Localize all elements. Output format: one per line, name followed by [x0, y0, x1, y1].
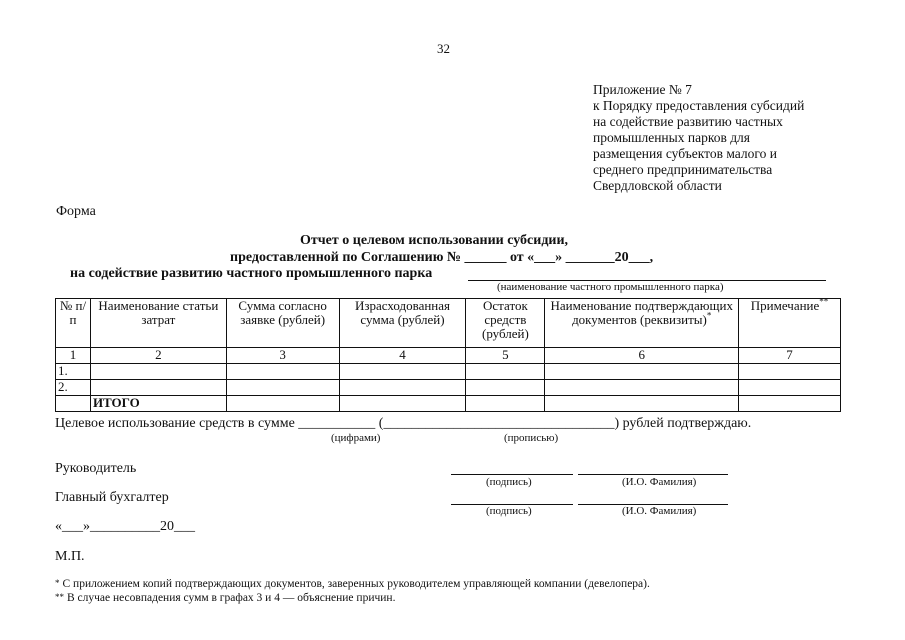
- table-cell[interactable]: [739, 380, 841, 396]
- row-number: 2.: [56, 380, 91, 396]
- footnote-text: С приложением копий подтверждающих документов, заверенных руководителем управляющей компании (девелопера).: [62, 578, 650, 590]
- head-signature-field[interactable]: [451, 474, 573, 475]
- table-cell[interactable]: [339, 396, 466, 412]
- table-cell[interactable]: [466, 396, 545, 412]
- column-number: 6: [545, 348, 739, 364]
- table-cell[interactable]: [545, 380, 739, 396]
- table-cell[interactable]: [466, 380, 545, 396]
- header-text: Примечание: [750, 298, 820, 313]
- header-cell: Сумма согласно заявке (рублей): [226, 299, 339, 348]
- column-number: 2: [90, 348, 226, 364]
- table-cell[interactable]: [90, 364, 226, 380]
- form-label: Форма: [56, 204, 96, 219]
- table-cell[interactable]: [226, 396, 339, 412]
- table-cell[interactable]: [739, 364, 841, 380]
- header-cell: [545, 299, 739, 348]
- head-name-field[interactable]: [578, 474, 728, 475]
- header-text: Наименование подтверждающих документов (реквизиты): [550, 298, 733, 327]
- confirmation-text: Целевое использование средств в сумме ___________ (_________________________________) рублей подтверждаю.: [55, 416, 752, 431]
- appendix-line: среднего предпринимательства: [593, 162, 773, 177]
- table-row: [56, 364, 841, 380]
- total-label: ИТОГО: [90, 396, 226, 412]
- column-number: 7: [739, 348, 841, 364]
- appendix-block: [593, 82, 804, 194]
- header-cell: [739, 296, 841, 348]
- appendix-line: к Порядку предоставления субсидий: [593, 98, 805, 113]
- table-cell[interactable]: [545, 364, 739, 380]
- footnote-2: [55, 592, 395, 604]
- head-label: Руководитель: [55, 461, 137, 476]
- appendix-line: Приложение № 7: [593, 82, 692, 97]
- table-header-row: [56, 299, 841, 348]
- table-cell[interactable]: [739, 396, 841, 412]
- header-cell: Израсходованная сумма (рублей): [339, 299, 466, 348]
- page-number: 32: [437, 41, 450, 56]
- name-caption: (И.О. Фамилия): [622, 505, 697, 517]
- report-title-line3: на содействие развитию частного промышленного парка: [70, 266, 433, 281]
- table-cell[interactable]: [339, 380, 466, 396]
- footnote-mark: *: [706, 310, 712, 321]
- park-name-caption: (наименование частного промышленного парка): [497, 281, 724, 293]
- header-cell: Наименование статьи затрат: [90, 299, 226, 348]
- footnote-text: В случае несовпадения сумм в графах 3 и 4 — объяснение причин.: [67, 592, 396, 604]
- column-number: 5: [466, 348, 545, 364]
- appendix-line: Свердловской области: [593, 178, 722, 193]
- table-row: [56, 380, 841, 396]
- row-number: 1.: [56, 364, 91, 380]
- accountant-label: Главный бухгалтер: [55, 490, 169, 505]
- total-row: [56, 396, 841, 412]
- amount-words-caption: (прописью): [504, 432, 559, 444]
- column-number: 4: [339, 348, 466, 364]
- column-number: 1: [56, 348, 91, 364]
- appendix-line: размещения субъектов малого и: [593, 146, 777, 161]
- column-numbering-row: [56, 348, 841, 364]
- report-title-line2: предоставленной по Соглашению № ______ от «___» _______20___,: [230, 250, 654, 265]
- appendix-line: промышленных парков для: [593, 130, 751, 145]
- report-table: [55, 298, 841, 412]
- footnote-mark: **: [55, 592, 64, 602]
- footnote-mark: *: [55, 578, 60, 588]
- footnote-mark: **: [819, 296, 829, 307]
- signature-caption: (подпись): [486, 476, 532, 488]
- amount-digits-caption: (цифрами): [331, 432, 381, 444]
- appendix-line: на содействие развитию частных: [593, 114, 783, 129]
- stamp-label: М.П.: [55, 549, 85, 564]
- table-cell[interactable]: [90, 380, 226, 396]
- name-caption: (И.О. Фамилия): [622, 476, 697, 488]
- signature-caption: (подпись): [486, 505, 532, 517]
- table-cell[interactable]: [545, 396, 739, 412]
- report-title-line1: Отчет о целевом использовании субсидии,: [300, 233, 569, 248]
- header-cell: Остаток средств (рублей): [466, 299, 545, 348]
- footnote-1: [55, 578, 650, 590]
- table-cell[interactable]: [339, 364, 466, 380]
- table-cell[interactable]: [226, 380, 339, 396]
- column-number: 3: [226, 348, 339, 364]
- table-cell: [56, 396, 91, 412]
- date-line: «___»__________20___: [55, 519, 195, 534]
- table-cell[interactable]: [226, 364, 339, 380]
- table-cell[interactable]: [466, 364, 545, 380]
- header-cell: № п/п: [56, 299, 91, 348]
